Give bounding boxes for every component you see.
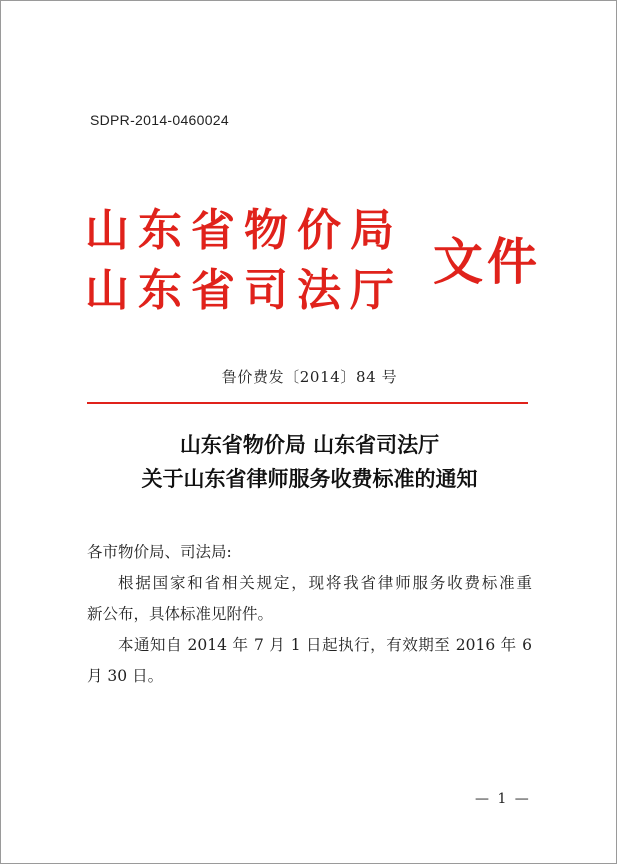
paragraph-2-line-2: 月 30 日。 [87, 667, 164, 685]
document-code: SDPR-2014-0460024 [90, 112, 229, 128]
document-number: 鲁价费发〔2014〕84 号 [221, 368, 398, 386]
title-line-1: 山东省物价局 山东省司法厅 [179, 432, 440, 457]
document-type-label: 文件 [433, 232, 541, 291]
document-title [1, 428, 617, 496]
red-separator-line [87, 402, 528, 404]
issuer-justice-department: 山东省司法厅 [85, 265, 403, 316]
issuer-price-bureau: 山东省物价局 [85, 205, 403, 256]
issuer-block [85, 201, 403, 321]
title-line-2: 关于山东省律师服务收费标准的通知 [141, 466, 478, 491]
paragraph-1-line-2: 新公布，具体标准见附件。 [87, 605, 274, 623]
salutation: 各市物价局、司法局: [87, 543, 232, 561]
paragraph-2-line-1: 本通知自 2014 年 7 月 1 日起执行，有效期至 2016 年 6 [118, 636, 532, 654]
paragraph-1-line-1: 根据国家和省相关规定，现将我省律师服务收费标准重 [118, 574, 532, 592]
page-number: — 1 — [475, 791, 531, 807]
document-body [87, 537, 532, 692]
